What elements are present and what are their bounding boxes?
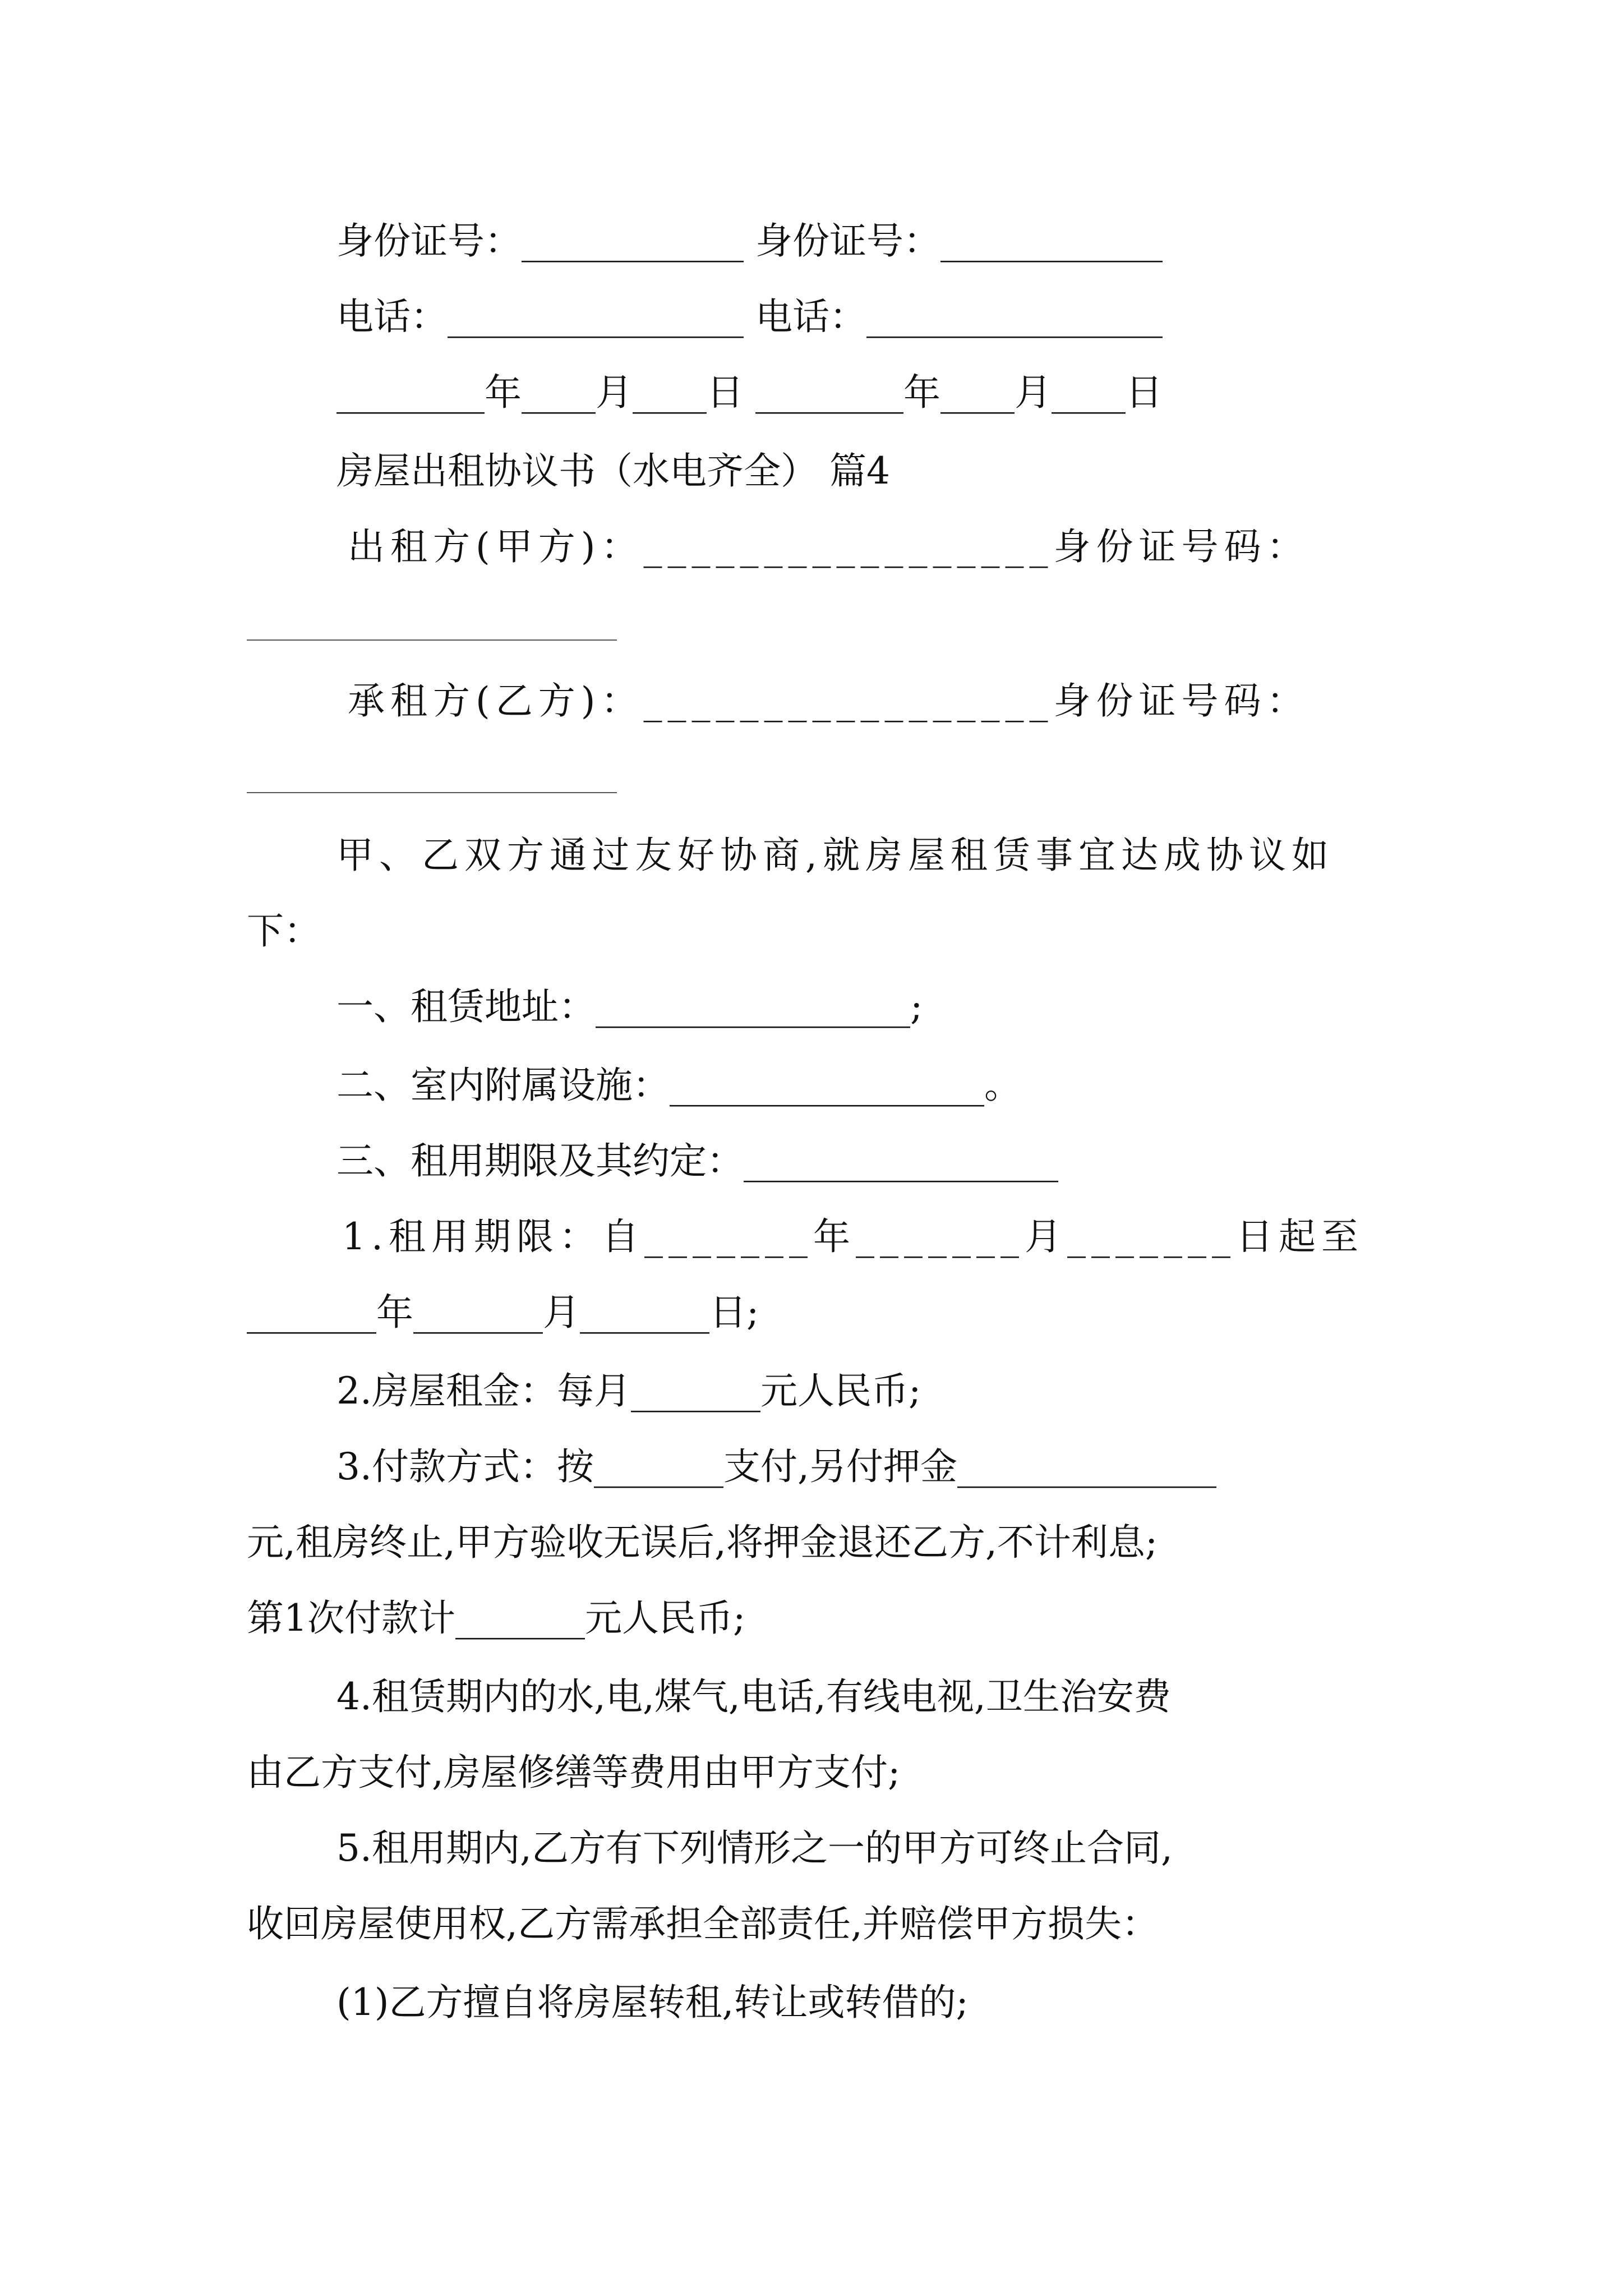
item-1-line-2: _______年_______月_______日;: [247, 1291, 759, 1334]
lessor-line: 出租方(甲方)：_________________身份证号码：: [348, 525, 1310, 568]
intro-line-2: 下：: [247, 909, 321, 953]
signature-id-line: 身份证号：____________ 身份证号：____________: [336, 219, 1163, 263]
item-4-line-2: 由乙方支付,房屋修缮等费用由甲方支付;: [247, 1751, 901, 1794]
clause-1: 一、租赁地址：_________________;: [336, 985, 923, 1028]
lessee-line: 承租方(乙方)：_________________身份证号码：: [348, 679, 1310, 723]
item-3-line-3: 第1次付款计_______元人民币;: [247, 1596, 746, 1640]
lessee-id-blank: [247, 792, 617, 793]
item-5-line-2: 收回房屋使用权,乙方需承担全部责任,并赔偿甲方损失：: [247, 1902, 1159, 1945]
section-title: 房屋出租协议书（水电齐全） 篇4: [336, 449, 890, 493]
lessor-id-blank: [247, 639, 617, 641]
item-5-line-1: 5.租用期内,乙方有下列情形之一的甲方可终止合同,: [336, 1826, 1173, 1870]
item-1-line-1: 1.租用期限：自_______年_______月_______日起至: [342, 1215, 1364, 1258]
item-2: 2.房屋租金：每月_______元人民币;: [336, 1369, 921, 1412]
sub-item-1: (1)乙方擅自将房屋转租,转让或转借的;: [336, 1981, 969, 2024]
signature-phone-line: 电话：________________ 电话：________________: [336, 295, 1163, 338]
signature-date-line: ________年____月____日 ________年____月____日: [336, 371, 1163, 414]
item-3-line-1: 3.付款方式：按_______支付,另付押金______________: [336, 1445, 1216, 1488]
item-4-line-1: 4.租赁期内的水,电,煤气,电话,有线电视,卫生治安费: [336, 1675, 1171, 1718]
item-3-line-2: 元,租房终止,甲方验收无误后,将押金退还乙方,不计利息;: [247, 1521, 1158, 1564]
clause-3: 三、租用期限及其约定：_________________: [336, 1139, 1058, 1182]
intro-line-1: 甲、乙双方通过友好协商,就房屋租赁事宜达成协议如: [336, 834, 1334, 877]
clause-2: 二、室内附属设施：_________________。: [336, 1064, 1021, 1107]
